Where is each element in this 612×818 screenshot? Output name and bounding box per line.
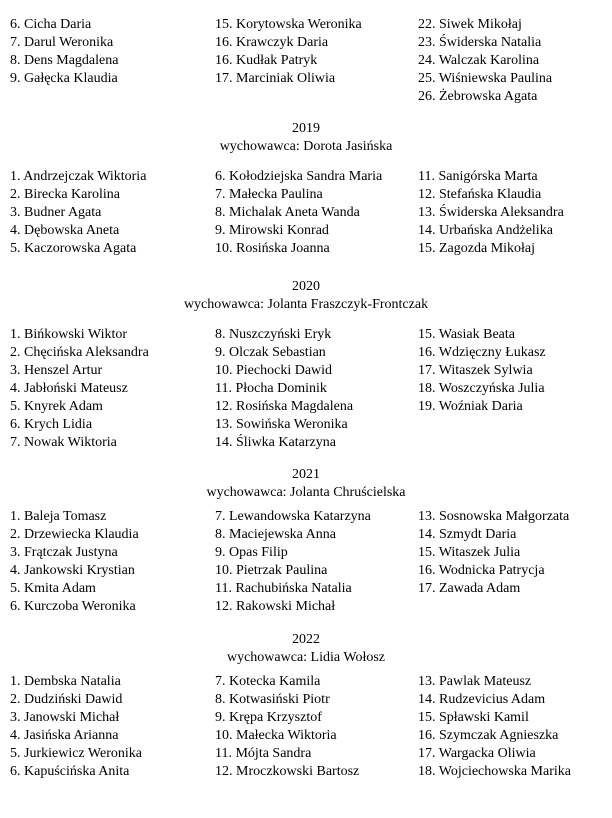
list-item: 10. Piechocki Dawid xyxy=(215,363,333,378)
list-item: 9. Krępa Krzysztof xyxy=(215,710,322,725)
list-column-3 xyxy=(418,673,608,781)
list-item: 17. Marciniak Oliwia xyxy=(215,71,336,86)
list-item: 15. Zagozda Mikołaj xyxy=(418,241,536,256)
list-item: 5. Knyrek Adam xyxy=(10,399,103,414)
list-item: 1. Baleja Tomasz xyxy=(10,509,107,524)
list-item: 6. Kurczoba Weronika xyxy=(10,599,136,614)
list-item: 22. Siwek Mikołaj xyxy=(418,17,522,32)
class-heading-2021 xyxy=(0,466,612,502)
list-item: 10. Rosińska Joanna xyxy=(215,241,330,256)
list-item: 1. Bińkowski Wiktor xyxy=(10,327,128,342)
list-item: 2. Birecka Karolina xyxy=(10,187,121,202)
class-year: 2022 xyxy=(292,632,320,647)
list-item: 11. Mójta Sandra xyxy=(215,746,312,761)
list-item: 8. Kotwasiński Piotr xyxy=(215,692,330,707)
class-teacher: wychowawca: Jolanta Chruścielska xyxy=(206,485,406,500)
list-item: 3. Budner Agata xyxy=(10,205,102,220)
list-item: 25. Wiśniewska Paulina xyxy=(418,71,553,86)
class-teacher: wychowawca: Jolanta Fraszczyk-Frontczak xyxy=(183,297,429,312)
list-item: 15. Spławski Kamil xyxy=(418,710,529,725)
list-item: 13. Sosnowska Małgorzata xyxy=(418,509,570,524)
list-item: 15. Witaszek Julia xyxy=(418,545,521,560)
list-column-3 xyxy=(418,508,608,598)
list-item: 9. Gałęcka Klaudia xyxy=(10,71,118,86)
list-item: 7. Lewandowska Katarzyna xyxy=(215,509,371,524)
list-item: 7. Darul Weronika xyxy=(10,35,114,50)
list-item: 13. Sowińska Weronika xyxy=(215,417,348,432)
list-item: 15. Korytowska Weronika xyxy=(215,17,362,32)
class-heading-2020 xyxy=(0,278,612,314)
list-item: 1. Andrzejczak Wiktoria xyxy=(10,169,147,184)
list-item: 12. Rosińska Magdalena xyxy=(215,399,354,414)
list-item: 5. Jurkiewicz Weronika xyxy=(10,746,142,761)
list-column-1 xyxy=(10,16,210,88)
list-item: 7. Nowak Wiktoria xyxy=(10,435,117,450)
list-column-3 xyxy=(418,326,608,416)
list-item: 14. Szmydt Daria xyxy=(418,527,517,542)
list-item: 3. Frątczak Justyna xyxy=(10,545,118,560)
list-item: 17. Witaszek Sylwia xyxy=(418,363,533,378)
class-teacher: wychowawca: Lidia Wołosz xyxy=(226,650,385,665)
list-item: 6. Kapuścińska Anita xyxy=(10,764,130,779)
list-item: 10. Małecka Wiktoria xyxy=(215,728,337,743)
list-item: 6. Kołodziejska Sandra Maria xyxy=(215,169,383,184)
list-item: 12. Mroczkowski Bartosz xyxy=(215,764,360,779)
list-item: 8. Nuszczyński Eryk xyxy=(215,327,332,342)
list-item: 18. Wojciechowska Marika xyxy=(418,764,571,779)
class-heading-2022 xyxy=(0,631,612,667)
list-item: 23. Świderska Natalia xyxy=(418,35,542,50)
list-item: 18. Woszczyńska Julia xyxy=(418,381,545,396)
list-column-3 xyxy=(418,16,608,106)
class-teacher: wychowawca: Dorota Jasińska xyxy=(219,139,393,154)
list-item: 3. Henszel Artur xyxy=(10,363,103,378)
list-item: 4. Jankowski Krystian xyxy=(10,563,135,578)
list-column-2 xyxy=(215,326,415,452)
list-item: 2. Dudziński Dawid xyxy=(10,692,123,707)
list-column-2 xyxy=(215,16,415,88)
list-item: 9. Mirowski Konrad xyxy=(215,223,329,238)
list-item: 8. Maciejewska Anna xyxy=(215,527,336,542)
list-item: 4. Jasińska Arianna xyxy=(10,728,119,743)
list-column-1 xyxy=(10,326,210,452)
class-year: 2021 xyxy=(292,467,320,482)
list-item: 5. Kmita Adam xyxy=(10,581,96,596)
list-item: 6. Krych Lidia xyxy=(10,417,93,432)
list-column-1 xyxy=(10,508,210,616)
list-item: 14. Urbańska Andżelika xyxy=(418,223,553,238)
class-year: 2019 xyxy=(292,121,320,136)
list-item: 16. Krawczyk Daria xyxy=(215,35,329,50)
list-column-2 xyxy=(215,168,415,258)
class-year: 2020 xyxy=(292,279,320,294)
list-item: 7. Małecka Paulina xyxy=(215,187,323,202)
list-item: 10. Pietrzak Paulina xyxy=(215,563,328,578)
list-column-2 xyxy=(215,508,415,616)
list-item: 15. Wasiak Beata xyxy=(418,327,515,342)
list-item: 12. Rakowski Michał xyxy=(215,599,336,614)
list-item: 16. Wdzięczny Łukasz xyxy=(418,345,546,360)
list-column-1 xyxy=(10,168,210,258)
list-item: 19. Woźniak Daria xyxy=(418,399,523,414)
list-item: 14. Rudzevicius Adam xyxy=(418,692,546,707)
list-item: 14. Śliwka Katarzyna xyxy=(215,435,336,450)
list-item: 17. Wargacka Oliwia xyxy=(418,746,536,761)
list-item: 13. Pawlak Mateusz xyxy=(418,674,532,689)
list-item: 2. Drzewiecka Klaudia xyxy=(10,527,139,542)
list-item: 9. Olczak Sebastian xyxy=(215,345,326,360)
list-item: 3. Janowski Michał xyxy=(10,710,120,725)
list-item: 9. Opas Filip xyxy=(215,545,288,560)
list-item: 13. Świderska Aleksandra xyxy=(418,205,564,220)
list-item: 16. Wodnicka Patrycja xyxy=(418,563,545,578)
list-item: 16. Szymczak Agnieszka xyxy=(418,728,559,743)
list-item: 5. Kaczorowska Agata xyxy=(10,241,137,256)
list-item: 17. Zawada Adam xyxy=(418,581,521,596)
list-item: 2. Chęcińska Aleksandra xyxy=(10,345,149,360)
list-item: 4. Dębowska Aneta xyxy=(10,223,120,238)
list-item: 11. Płocha Dominik xyxy=(215,381,327,396)
class-heading-2019 xyxy=(0,120,612,156)
list-item: 11. Sanigórska Marta xyxy=(418,169,538,184)
list-item: 26. Żebrowska Agata xyxy=(418,89,538,104)
list-item: 8. Dens Magdalena xyxy=(10,53,119,68)
list-item: 7. Kotecka Kamila xyxy=(215,674,321,689)
list-column-1 xyxy=(10,673,210,781)
list-item: 12. Stefańska Klaudia xyxy=(418,187,542,202)
list-item: 11. Rachubińska Natalia xyxy=(215,581,352,596)
list-item: 6. Cicha Daria xyxy=(10,17,92,32)
list-column-2 xyxy=(215,673,415,781)
list-item: 8. Michalak Aneta Wanda xyxy=(215,205,360,220)
list-item: 24. Walczak Karolina xyxy=(418,53,540,68)
list-item: 4. Jabłoński Mateusz xyxy=(10,381,128,396)
list-item: 1. Dembska Natalia xyxy=(10,674,121,689)
list-item: 16. Kudłak Patryk xyxy=(215,53,318,68)
list-column-3 xyxy=(418,168,608,258)
